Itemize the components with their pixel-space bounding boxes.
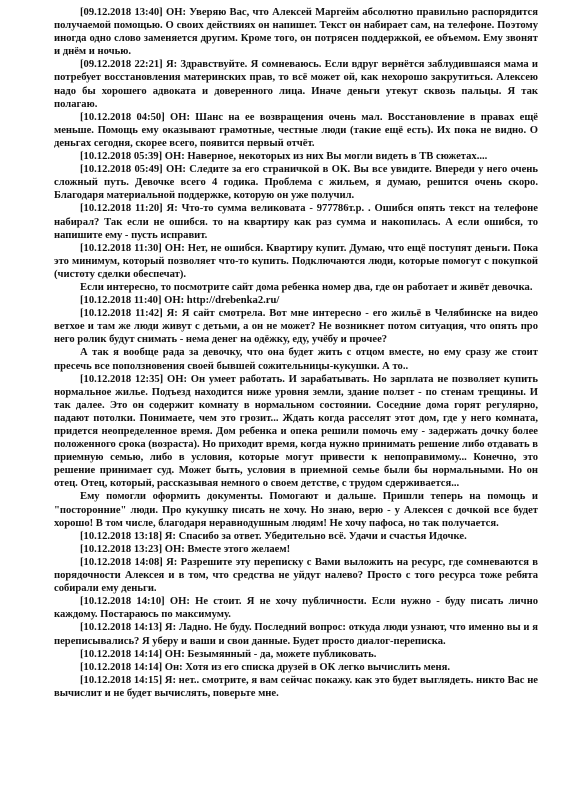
paragraph: [09.12.2018 13:40] ОН: Уверяю Вас, что Алексей Маргейм абсолютно правильно распорядится получаемой помощью. О своих действиях он напишет. Текст он набирает сам, на телефоне. Поэтому иногда одно слово заменяется другим. Кроме того, он потрясен поддержкой, ее объемом. Ему звонят и днём и ночью.: [54, 7, 538, 58]
paragraph: [10.12.2018 05:49] ОН: Следите за его страничкой в ОК. Вы все увидите. Впереди у него очень сложный путь. Девочке всего 4 годика. Проблема с жильем, я думаю, решится очень скоро. Благодаря материальной поддержке, которую он уже получил.: [54, 164, 538, 202]
paragraph: [10.12.2018 11:40] ОН: http://drebenka2.ru/: [80, 295, 280, 307]
paragraph: [10.12.2018 14:14] ОН: Безымянный - да, можете публиковать.: [80, 648, 377, 660]
paragraph: Ему помогли оформить документы. Помогают и дальше. Пришли теперь на помощь и "посторонние" люди. Про кукушку писать не хочу. Но знаю, верю - у Алексея с дочкой все будет хорошо! В том числе, благодаря неравнодушным людям! Не хочу пафоса, но так получается.: [54, 491, 538, 529]
paragraph: [10.12.2018 12:35] ОН: Он умеет работать. И зарабатывать. Но зарплата не позволяет купить нормальное жилье. Подъезд находится ниже уровня земли, здание ползет - по стенам трещины. И так далее. Это он содержит комнату в нормальном состоянии. Соседние дома горят регулярно, падают потолки. Понимаете, чем это грозит... Ждать когда расселят этот дом, где у него комната, придется неопределенное время. Дом ребенка и опека решили помочь ему - задержать дочку более положенного срока (возраста). Но приходит время, когда нужно принимать решение либо отдавать в приемную семью, либо в условия, которые могут привести к непоправимому... Конечно, это решение принимает суд. Может быть, условия в приемной семье были бы нормальными. Но он отец. Отец, который, рассказывая немного о своем детстве, с трудом сдерживается...: [54, 373, 538, 490]
paragraph: [10.12.2018 11:20] Я: Что-то сумма великовата - 977786т.р. . Ошибся опять текст на телефоне набирал? Так если не ошибся. то на квартиру как раз сумма и накопилась. А если ошибся, то напишите ему - пусть исправит.: [54, 203, 538, 241]
paragraph: [10.12.2018 13:23] ОН: Вместе этого желаем!: [80, 543, 291, 555]
paragraph: А так я вообще рада за девочку, что она будет жить с отцом вместе, но ему сразу же стоит пресечь все поползновения своей бывшей сожительницы-кукушки. А то..: [54, 347, 538, 372]
paragraph: [10.12.2018 11:30] ОН: Нет, не ошибся. Квартиру купит. Думаю, что ещё поступят деньги. Пока это минимум, который позволяет что-то купить. Подключаются люди, которые помогут с покупкой (чистоту сделки обеспечат).: [54, 242, 538, 280]
paragraph: [10.12.2018 11:42] Я: Я сайт смотрела. Вот мне интересно - его жильё в Челябинске на видео ветхое и там же люди живут с детьми, а он не может? Не возникнет потом ситуация, что опять про него ролик будут снимать - нема денег на одёжку, еду, учёбу и прочее?: [54, 308, 538, 346]
document-page: [54, 6, 538, 700]
paragraph: [10.12.2018 13:18] Я: Спасибо за ответ. Убедительно всё. Удачи и счастья Идочке.: [80, 530, 467, 542]
paragraph: [10.12.2018 14:15] Я: нет.. смотрите, я вам сейчас покажу. как это будет выглядеть. никто Вас не вычислит и не будет вычислять, поверьте мне.: [54, 674, 538, 699]
paragraph: [10.12.2018 14:10] ОН: Не стоит. Я не хочу публичности. Если нужно - буду писать лично каждому. Постараюсь по максимуму.: [54, 596, 538, 621]
paragraph: [09.12.2018 22:21] Я: Здравствуйте. Я сомневаюсь. Если вдруг вернётся заблудившаяся мама и потребует восстановления материнских прав, то всё может ой, как нехорошо закрутиться. Алексею надо бы хорошего адвоката и доверенного лица. Иначе деньги утекут сквозь пальцы. Я так полагаю.: [54, 59, 538, 110]
paragraph: [10.12.2018 14:13] Я: Ладно. Не буду. Последний вопрос: откуда люди узнают, что именно вы и я переписывались? Я уберу и ваши и свои данные. Будет просто диалог-переписка.: [54, 622, 538, 647]
paragraph: [10.12.2018 14:08] Я: Разрешите эту переписку с Вами выложить на ресурс, где сомневаются в порядочности Алексея и в том, что средства не уйдут налево? Просто с того ресурса тоже ребята собирали ему деньги.: [54, 556, 538, 595]
paragraph: Если интересно, то посмотрите сайт дома ребенка номер два, где он работает и живёт девочка.: [80, 281, 533, 293]
paragraph: [10.12.2018 04:50] ОН: Шанс на ее возвращения очень мал. Восстановление в правах ещё меньше. Помощь ему оказывают грамотные, честные люди (такие ещё есть). Их пока не видно. О деньгах сегодня, скорее всего, появится первый отчёт.: [54, 111, 538, 149]
paragraph: [10.12.2018 05:39] ОН: Наверное, некоторых из них Вы могли видеть в ТВ сюжетах....: [80, 151, 488, 163]
paragraph: [10.12.2018 14:14] Он: Хотя из его списка друзей в ОК легко вычислить меня.: [80, 661, 450, 673]
